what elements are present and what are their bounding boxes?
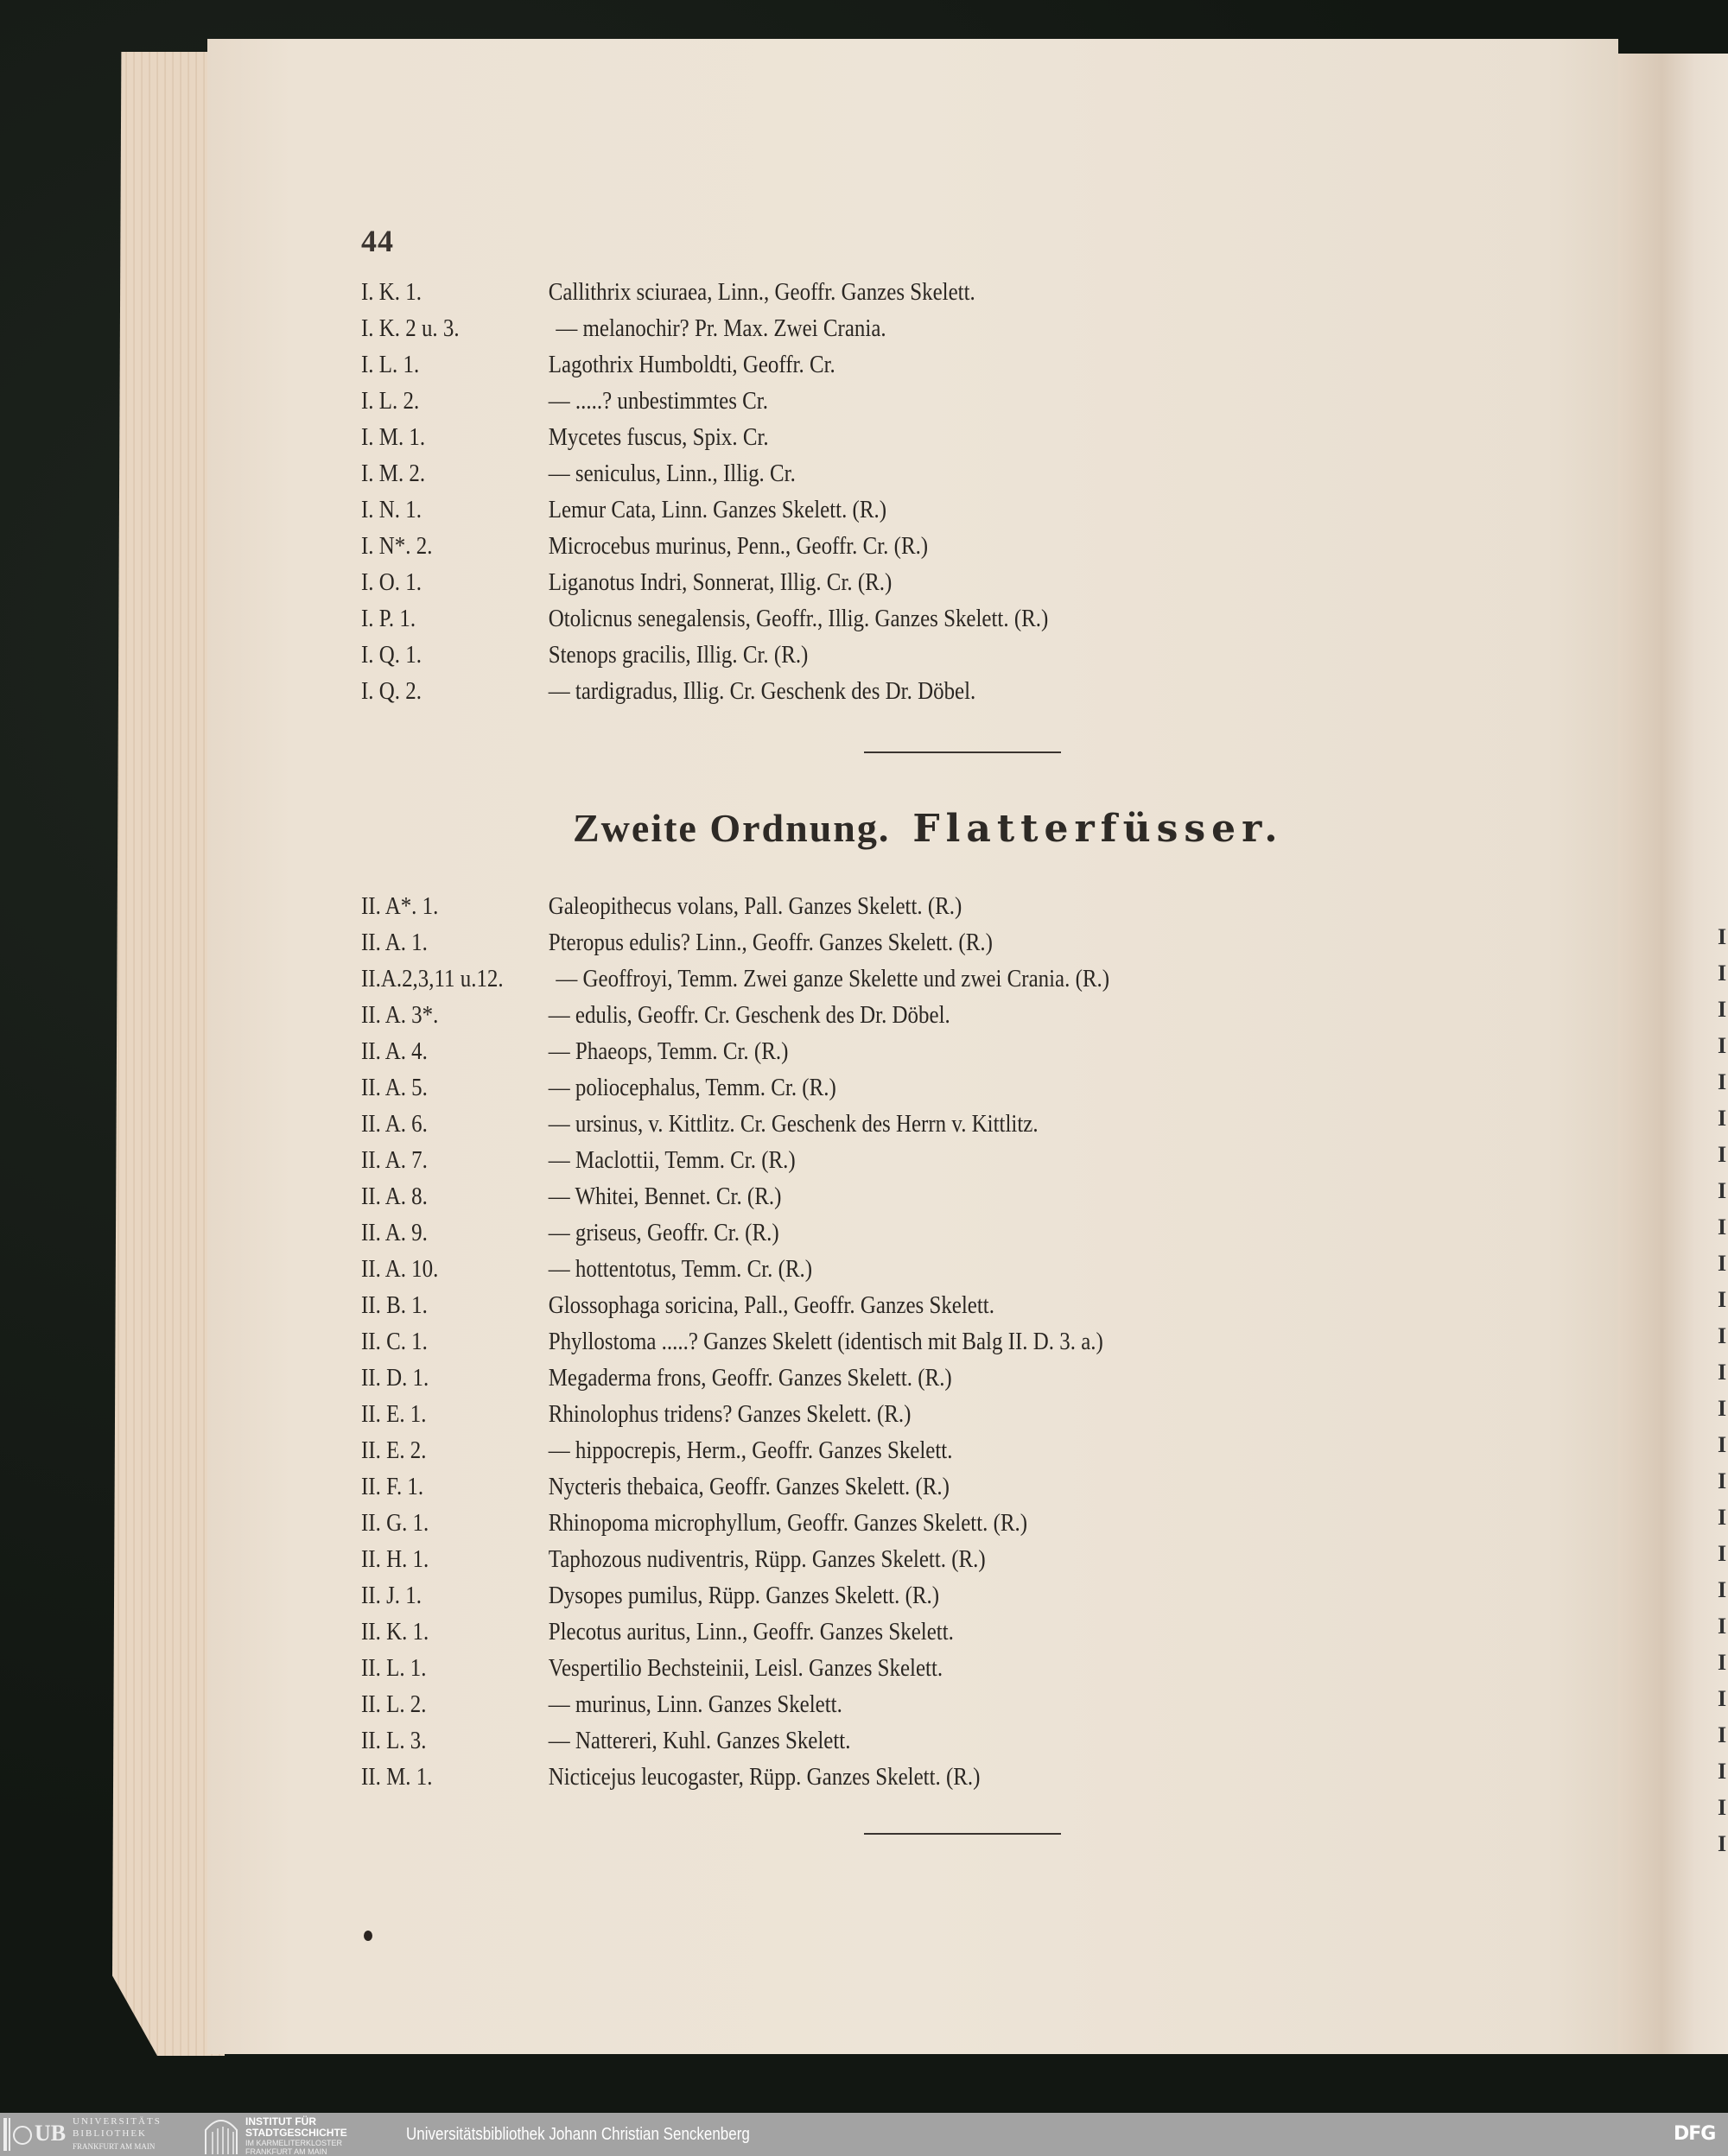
catalog-number: I. K. 1. (361, 278, 422, 306)
specimen-entry: — Maclottii, Temm. Cr. (R.) (548, 1146, 796, 1174)
specimen-entry: Stenops gracilis, Illig. Cr. (R.) (548, 641, 809, 669)
specimen-entry: — ursinus, v. Kittlitz. Cr. Geschenk des Herrn v. Kittlitz. (548, 1110, 1039, 1138)
specimen-entry: — .....? unbestimmtes Cr. (548, 387, 768, 415)
footer-bar (0, 2113, 1728, 2156)
catalog-number: II. A. 6. (361, 1110, 428, 1138)
facing-mark: I (1718, 1577, 1727, 1602)
specimen-entry: — hippocrepis, Herm., Geoffr. Ganzes Skelett. (548, 1436, 953, 1464)
catalog-number: II. L. 1. (361, 1654, 427, 1682)
library-name: Universitätsbibliothek Johann Christian Senckenberg (406, 2125, 750, 2144)
catalog-number: I. M. 2. (361, 460, 426, 487)
facing-mark: I (1718, 1323, 1727, 1348)
catalog-number: II. A. 8. (361, 1183, 428, 1210)
facing-mark: I (1718, 1686, 1727, 1711)
catalog-number: I. Q. 2. (361, 677, 422, 705)
catalog-number: I. N*. 2. (361, 532, 433, 560)
specimen-entry: Microcebus murinus, Penn., Geoffr. Cr. (R.) (548, 532, 929, 560)
ink-spot (364, 1931, 372, 1941)
specimen-entry: Glossophaga soricina, Pall., Geoffr. Ganzes Skelett. (548, 1291, 994, 1319)
catalog-number: II. A. 7. (361, 1146, 428, 1174)
specimen-entry: — hottentotus, Temm. Cr. (R.) (548, 1255, 813, 1283)
catalog-number: II. A. 9. (361, 1219, 428, 1246)
specimen-entry: — griseus, Geoffr. Cr. (R.) (548, 1219, 779, 1246)
facing-mark: I (1718, 1541, 1727, 1566)
specimen-entry: — tardigradus, Illig. Cr. Geschenk des Dr. Döbel. (548, 677, 976, 705)
specimen-entry: Phyllostoma .....? Ganzes Skelett (identisch mit Balg II. D. 3. a.) (548, 1328, 1103, 1355)
catalog-number: II.A.2,3,11 u.12. (361, 965, 504, 992)
catalog-number: II. D. 1. (361, 1364, 429, 1392)
specimen-entry: — seniculus, Linn., Illig. Cr. (548, 460, 796, 487)
catalog-number: II. A. 10. (361, 1255, 439, 1283)
ub-line1: UNIVERSITÄTS (73, 2116, 162, 2127)
specimen-entry: — edulis, Geoffr. Cr. Geschenk des Dr. Döbel. (548, 1001, 950, 1029)
specimen-entry: Pteropus edulis? Linn., Geoffr. Ganzes Skelett. (R.) (548, 929, 993, 956)
catalog-number: I. L. 1. (361, 351, 420, 378)
catalog-number: I. L. 2. (361, 387, 420, 415)
specimen-entry: — poliocephalus, Temm. Cr. (R.) (548, 1074, 836, 1101)
catalog-number: I. M. 1. (361, 423, 426, 451)
specimen-entry: Megaderma frons, Geoffr. Ganzes Skelett. (R.) (548, 1364, 952, 1392)
catalog-number: II. L. 3. (361, 1727, 427, 1754)
specimen-entry: Galeopithecus volans, Pall. Ganzes Skelett. (R.) (548, 892, 962, 920)
catalog-number: II. A. 4. (361, 1037, 428, 1065)
facing-mark: I (1718, 1831, 1727, 1856)
facing-mark: I (1718, 1033, 1727, 1058)
facing-mark: I (1718, 1722, 1727, 1747)
catalog-number: I. P. 1. (361, 605, 416, 632)
section-heading (573, 805, 1284, 851)
facing-mark: I (1718, 1106, 1727, 1131)
specimen-entry: Otolicnus senegalensis, Geoffr., Illig. Ganzes Skelett. (R.) (548, 605, 1049, 632)
specimen-entry: Rhinopoma microphyllum, Geoffr. Ganzes Skelett. (R.) (548, 1509, 1028, 1537)
facing-mark: I (1718, 1069, 1727, 1094)
catalog-number: I. Q. 1. (361, 641, 422, 669)
catalog-number: II. G. 1. (361, 1509, 429, 1537)
facing-mark: I (1718, 1614, 1727, 1639)
catalog-number: II. M. 1. (361, 1763, 433, 1791)
catalog-number: II. L. 2. (361, 1690, 427, 1718)
specimen-entry: — Geoffroyi, Temm. Zwei ganze Skelette und zwei Crania. (R.) (556, 965, 1110, 992)
facing-mark: I (1718, 1396, 1727, 1421)
facing-mark: I (1718, 961, 1727, 986)
specimen-entry: Liganotus Indri, Sonnerat, Illig. Cr. (R.) (548, 568, 893, 596)
facing-mark: I (1718, 1142, 1727, 1167)
catalog-number: II. E. 1. (361, 1400, 427, 1428)
ub-line3: FRANKFURT AM MAIN (73, 2142, 156, 2151)
facing-mark: I (1718, 1468, 1727, 1493)
specimen-entry: Nicticejus leucogaster, Rüpp. Ganzes Skelett. (R.) (548, 1763, 981, 1791)
catalog-number: II. C. 1. (361, 1328, 428, 1355)
catalog-number: II. A. 5. (361, 1074, 428, 1101)
specimen-entry: Nycteris thebaica, Geoffr. Ganzes Skelett. (R.) (548, 1473, 950, 1500)
specimen-entry: Taphozous nudiventris, Rüpp. Ganzes Skelett. (R.) (548, 1545, 986, 1573)
institute-arch-logo (204, 2116, 238, 2154)
specimen-entry: Lagothrix Humboldti, Geoffr. Cr. (548, 351, 835, 378)
ub-library-logo (3, 2116, 33, 2153)
catalog-number: I. N. 1. (361, 496, 422, 523)
catalog-number: II. B. 1. (361, 1291, 428, 1319)
ub-logo-letters: UB (35, 2121, 67, 2146)
facing-mark: I (1718, 1795, 1727, 1820)
catalog-number: I. K. 2 u. 3. (361, 314, 460, 342)
specimen-entry: Callithrix sciuraea, Linn., Geoffr. Ganzes Skelett. (548, 278, 975, 306)
specimen-entry: — Whitei, Bennet. Cr. (R.) (548, 1183, 782, 1210)
heading-name: Flatterfüsser. (912, 807, 1284, 851)
facing-mark: I (1718, 1178, 1727, 1203)
specimen-entry: Vespertilio Bechsteinii, Leisl. Ganzes Skelett. (548, 1654, 943, 1682)
facing-mark: I (1718, 1214, 1727, 1240)
facing-mark: I (1718, 1432, 1727, 1457)
catalog-number: II. K. 1. (361, 1618, 429, 1646)
specimen-entry: Dysopes pumilus, Rüpp. Ganzes Skelett. (R.) (548, 1582, 940, 1609)
catalog-number: II. J. 1. (361, 1582, 422, 1609)
catalog-number: II. A*. 1. (361, 892, 439, 920)
catalog-number: II. A. 1. (361, 929, 428, 956)
catalog-number: II. F. 1. (361, 1473, 424, 1500)
page-number: 44 (361, 224, 394, 258)
specimen-entry: — Nattereri, Kuhl. Ganzes Skelett. (548, 1727, 851, 1754)
facing-mark: I (1718, 997, 1727, 1022)
facing-mark: I (1718, 1650, 1727, 1675)
specimen-entry: — Phaeops, Temm. Cr. (R.) (548, 1037, 789, 1065)
facing-mark: I (1718, 924, 1727, 949)
heading-order: Zweite Ordnung. (573, 806, 891, 850)
specimen-entry: Mycetes fuscus, Spix. Cr. (548, 423, 769, 451)
facing-mark: I (1718, 1360, 1727, 1385)
specimen-entry: — murinus, Linn. Ganzes Skelett. (548, 1690, 842, 1718)
facing-mark: I (1718, 1287, 1727, 1312)
catalog-number: II. E. 2. (361, 1436, 427, 1464)
specimen-entry: Lemur Cata, Linn. Ganzes Skelett. (R.) (548, 496, 887, 523)
specimen-entry: Plecotus auritus, Linn., Geoffr. Ganzes Skelett. (548, 1618, 954, 1646)
facing-mark: I (1718, 1759, 1727, 1784)
inst-line3: IM KARMELITERKLOSTER (245, 2139, 343, 2147)
facing-page (1618, 54, 1728, 2054)
separator-rule (864, 1833, 1061, 1835)
facing-mark: I (1718, 1505, 1727, 1530)
catalog-number: II. A. 3*. (361, 1001, 439, 1029)
catalog-number: I. O. 1. (361, 568, 422, 596)
separator-rule (864, 751, 1061, 753)
specimen-entry: — melanochir? Pr. Max. Zwei Crania. (556, 314, 886, 342)
catalog-number: II. H. 1. (361, 1545, 429, 1573)
dfg-logo: DFG (1674, 2123, 1716, 2145)
facing-mark: I (1718, 1251, 1727, 1276)
ub-line2: BIBLIOTHEK (73, 2128, 147, 2139)
inst-line4: FRANKFURT AM MAIN (245, 2147, 327, 2156)
inst-line2: STADTGESCHICHTE (245, 2127, 347, 2139)
inst-line1: INSTITUT FÜR (245, 2115, 316, 2127)
specimen-entry: Rhinolophus tridens? Ganzes Skelett. (R.) (548, 1400, 912, 1428)
institute-text (245, 2116, 347, 2156)
facing-page-marks (1718, 924, 1728, 1867)
